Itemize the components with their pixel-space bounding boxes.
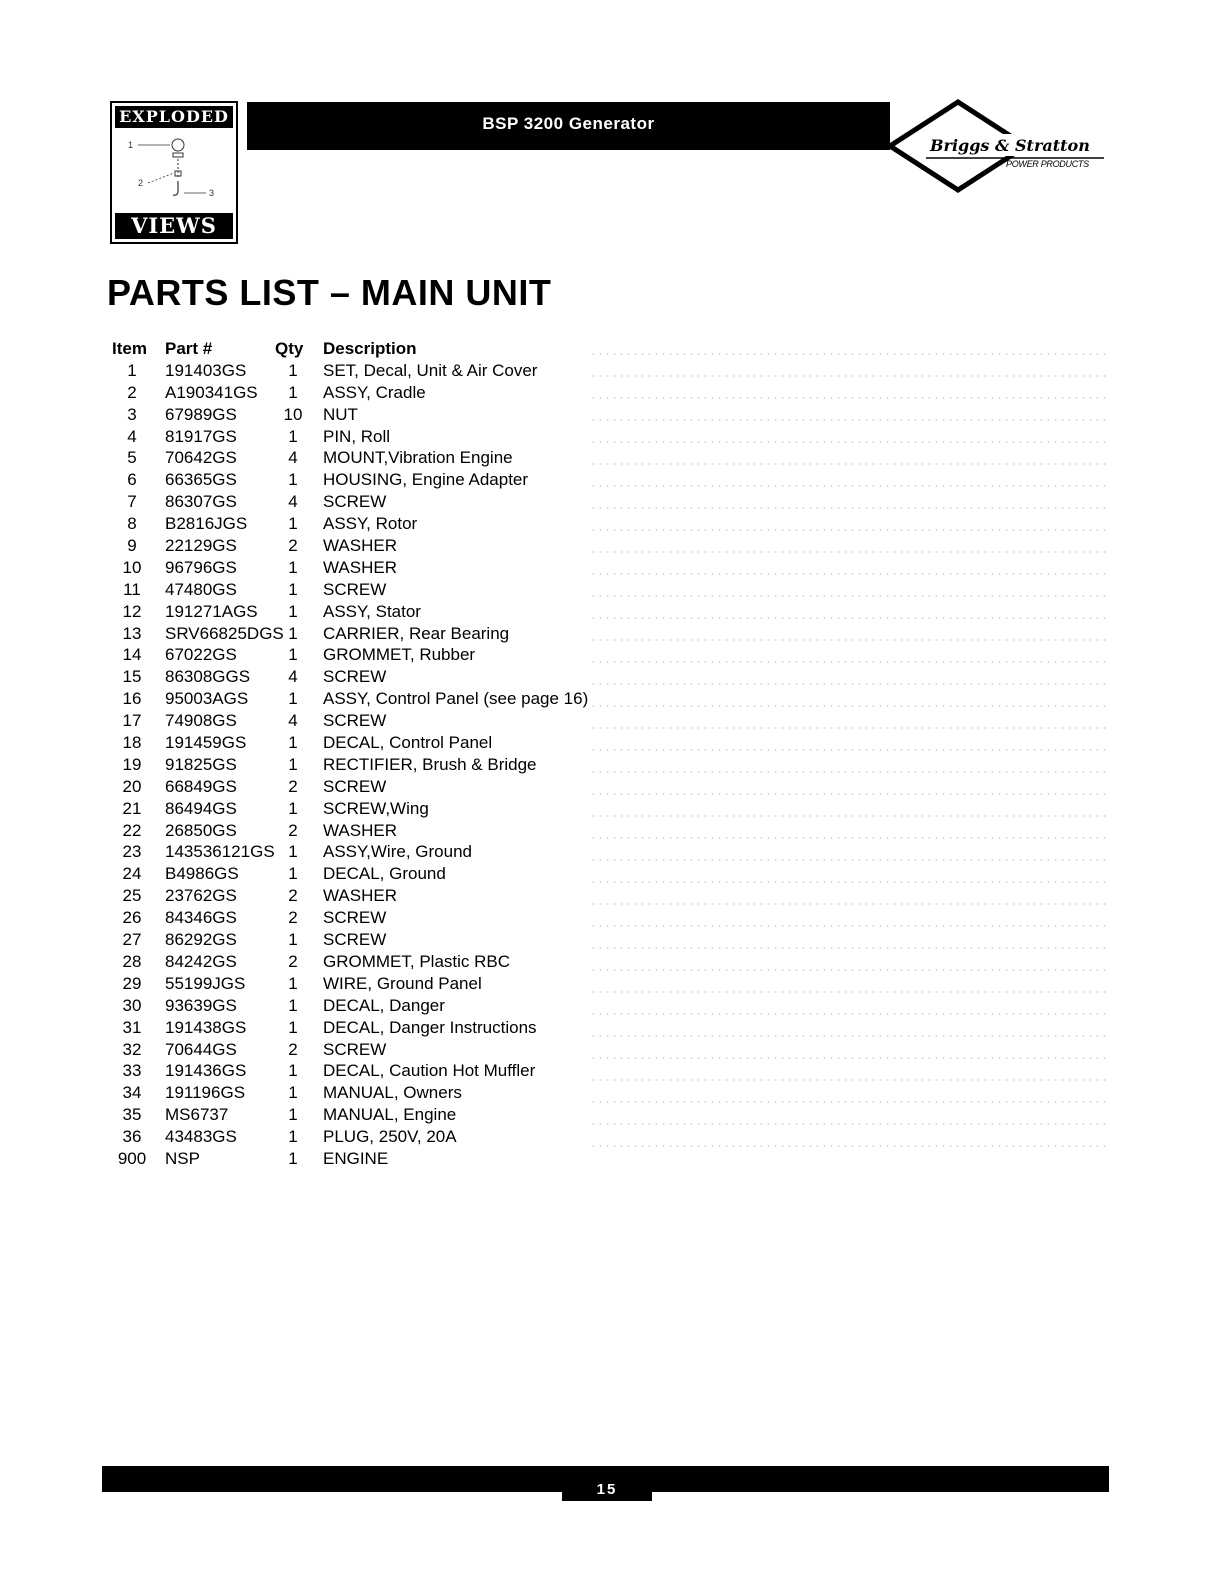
description: WIRE, Ground Panel (323, 973, 482, 993)
part-number: B4986GS (165, 864, 239, 884)
part-number: 86307GS (165, 492, 237, 512)
part-number: 66849GS (165, 776, 237, 796)
table-row (0, 644, 1210, 666)
quantity: 1 (288, 1127, 298, 1147)
table-row (0, 1039, 1210, 1061)
item-number: 27 (122, 930, 142, 950)
description: MANUAL, Engine (323, 1105, 457, 1125)
table-row (0, 1126, 1210, 1148)
table-row (0, 1017, 1210, 1039)
quantity: 2 (288, 536, 298, 556)
callout-1: 1 (128, 140, 134, 150)
description: DECAL, Danger Instructions (323, 1017, 537, 1037)
table-row (0, 710, 1210, 732)
item-number: 4 (127, 426, 137, 446)
item-number: 9 (127, 536, 137, 556)
item-number: 25 (122, 886, 142, 906)
description: WASHER (323, 536, 397, 556)
quantity: 1 (288, 1105, 298, 1125)
part-number: 67989GS (165, 404, 237, 424)
part-number: 191271AGS (165, 601, 258, 621)
part-number: 84346GS (165, 908, 237, 928)
description: ASSY,Wire, Ground (323, 842, 472, 862)
item-number: 13 (122, 623, 142, 643)
callout-3: 3 (209, 188, 215, 198)
quantity: 1 (288, 754, 298, 774)
table-row (0, 426, 1210, 448)
item-number: 10 (122, 557, 142, 577)
header-bar: BSP 3200 Generator (247, 102, 890, 150)
part-number: 47480GS (165, 579, 237, 599)
item-number: 19 (122, 754, 142, 774)
description: ENGINE (323, 1148, 389, 1168)
logo-wordmark: Briggs & Stratton (930, 136, 1090, 155)
table-row (0, 491, 1210, 513)
item-number: 26 (122, 908, 142, 928)
page-number: 15 (562, 1473, 652, 1501)
table-row (0, 513, 1210, 535)
item-number: 24 (122, 864, 142, 884)
item-number: 8 (127, 514, 137, 534)
parts-table (0, 338, 1210, 1170)
table-row (0, 973, 1210, 995)
quantity: 1 (288, 930, 298, 950)
part-number: 43483GS (165, 1127, 237, 1147)
part-number: 23762GS (165, 886, 237, 906)
item-number: 1 (127, 360, 137, 380)
item-number: 17 (122, 711, 142, 731)
description: GROMMET, Rubber (323, 645, 476, 665)
table-row (0, 863, 1210, 885)
part-number: 67022GS (165, 645, 237, 665)
item-number: 15 (122, 667, 142, 687)
description: MANUAL, Owners (323, 1083, 462, 1103)
table-row (0, 951, 1210, 973)
description: SCREW (323, 930, 387, 950)
part-number: 74908GS (165, 711, 237, 731)
quantity: 1 (288, 864, 298, 884)
quantity: 1 (288, 733, 298, 753)
table-row (0, 754, 1210, 776)
part-number: 96796GS (165, 557, 237, 577)
table-row (0, 579, 1210, 601)
part-number: 22129GS (165, 536, 237, 556)
quantity: 2 (288, 820, 298, 840)
table-row (0, 1082, 1210, 1104)
header-qty: Qty (275, 339, 304, 358)
quantity: 2 (288, 951, 298, 971)
table-row (0, 907, 1210, 929)
table-row (0, 447, 1210, 469)
part-number: 26850GS (165, 820, 237, 840)
part-number: 66365GS (165, 470, 237, 490)
table-row (0, 623, 1210, 645)
table-row (0, 557, 1210, 579)
item-number: 23 (122, 842, 142, 862)
quantity: 2 (288, 886, 298, 906)
callout-2: 2 (138, 178, 144, 188)
table-row (0, 535, 1210, 557)
description: SCREW (323, 579, 387, 599)
part-number: 86292GS (165, 930, 237, 950)
quantity: 1 (288, 995, 298, 1015)
quantity: 1 (288, 689, 298, 709)
description: WASHER (323, 557, 397, 577)
description: ASSY, Rotor (323, 514, 418, 534)
quantity: 4 (288, 448, 298, 468)
description: SCREW (323, 711, 387, 731)
table-row (0, 469, 1210, 491)
table-row (0, 601, 1210, 623)
description: GROMMET, Plastic RBC (323, 951, 511, 971)
header-item: Item (112, 339, 147, 358)
description: ASSY, Cradle (323, 382, 426, 402)
quantity: 1 (288, 645, 298, 665)
item-number: 34 (122, 1083, 142, 1103)
description: DECAL, Danger (323, 995, 445, 1015)
table-row (0, 404, 1210, 426)
description: SCREW (323, 492, 387, 512)
part-number: 143536121GS (165, 842, 275, 862)
badge-top-label: EXPLODED (115, 106, 233, 128)
quantity: 2 (288, 1039, 298, 1059)
item-number: 33 (122, 1061, 142, 1081)
part-number: MS6737 (165, 1105, 229, 1125)
badge-bottom-label: VIEWS (115, 213, 233, 239)
description: SCREW (323, 667, 387, 687)
item-number: 14 (122, 645, 142, 665)
quantity: 1 (288, 557, 298, 577)
table-row (0, 820, 1210, 842)
quantity: 1 (288, 1148, 298, 1168)
item-number: 16 (122, 689, 142, 709)
quantity: 1 (288, 1061, 298, 1081)
item-number: 3 (127, 404, 137, 424)
part-number: 191403GS (165, 360, 247, 380)
description: SCREW (323, 908, 387, 928)
quantity: 1 (288, 1083, 298, 1103)
item-number: 900 (117, 1148, 147, 1168)
quantity: 1 (288, 1017, 298, 1037)
description: ASSY, Stator (323, 601, 421, 621)
item-number: 5 (127, 448, 137, 468)
part-number: 191436GS (165, 1061, 247, 1081)
item-number: 21 (122, 798, 142, 818)
part-number: 91825GS (165, 754, 237, 774)
part-number: 191459GS (165, 733, 247, 753)
table-row (0, 929, 1210, 951)
part-number: 70642GS (165, 448, 237, 468)
item-number: 30 (122, 995, 142, 1015)
quantity: 2 (288, 776, 298, 796)
item-number: 35 (122, 1105, 142, 1125)
item-number: 31 (122, 1017, 142, 1037)
quantity: 1 (288, 470, 298, 490)
item-number: 18 (122, 733, 142, 753)
description: ASSY, Control Panel (see page 16) (323, 689, 589, 709)
description: HOUSING, Engine Adapter (323, 470, 529, 490)
part-number: SRV66825DGS (165, 623, 284, 643)
part-number: 191196GS (165, 1083, 246, 1103)
description: SCREW (323, 776, 387, 796)
page-title: PARTS LIST – MAIN UNIT (107, 272, 552, 313)
table-row (0, 688, 1210, 710)
table-row (0, 360, 1210, 382)
item-number: 29 (122, 973, 142, 993)
quantity: 4 (288, 667, 298, 687)
quantity: 1 (288, 426, 298, 446)
item-number: 12 (122, 601, 142, 621)
table-row (0, 732, 1210, 754)
quantity: 1 (288, 973, 298, 993)
part-number: 70644GS (165, 1039, 237, 1059)
item-number: 7 (127, 492, 137, 512)
part-number: 86494GS (165, 798, 237, 818)
item-number: 32 (122, 1039, 142, 1059)
quantity: 1 (288, 514, 298, 534)
description: WASHER (323, 886, 397, 906)
table-row (0, 1148, 1210, 1170)
quantity: 1 (288, 601, 298, 621)
part-number: B2816JGS (165, 514, 248, 534)
table-header (0, 338, 1210, 360)
quantity: 1 (288, 798, 298, 818)
description: NUT (323, 404, 358, 424)
exploded-diagram-icon (118, 131, 230, 211)
item-number: 2 (127, 382, 137, 402)
logo-subtitle: POWER PRODUCTS (1006, 159, 1089, 169)
quantity: 4 (288, 711, 298, 731)
quantity: 1 (288, 360, 298, 380)
description: DECAL, Ground (323, 864, 446, 884)
quantity: 1 (288, 842, 298, 862)
table-row (0, 382, 1210, 404)
item-number: 11 (123, 579, 141, 599)
table-row (0, 885, 1210, 907)
header-part: Part # (165, 339, 213, 358)
part-number: 95003AGS (165, 689, 249, 709)
description: PIN, Roll (323, 426, 391, 446)
table-row (0, 841, 1210, 863)
quantity: 10 (283, 404, 303, 424)
description: RECTIFIER, Brush & Bridge (323, 754, 537, 774)
quantity: 1 (288, 382, 298, 402)
description: SCREW,Wing (323, 798, 429, 818)
header-description: Description (323, 339, 417, 358)
quantity: 4 (288, 492, 298, 512)
exploded-views-badge (110, 101, 238, 244)
part-number: 93639GS (165, 995, 237, 1015)
table-row (0, 1104, 1210, 1126)
item-number: 28 (122, 951, 142, 971)
part-number: 191438GS (165, 1017, 247, 1037)
item-number: 6 (127, 470, 137, 490)
part-number: 55199JGS (165, 973, 246, 993)
description: DECAL, Caution Hot Muffler (323, 1061, 536, 1081)
description: SET, Decal, Unit & Air Cover (323, 360, 538, 380)
briggs-stratton-logo (886, 98, 1108, 194)
table-row (0, 776, 1210, 798)
part-number: 84242GS (165, 951, 237, 971)
item-number: 36 (122, 1127, 142, 1147)
part-number: 86308GGS (165, 667, 251, 687)
quantity: 2 (288, 908, 298, 928)
item-number: 22 (122, 820, 142, 840)
description: CARRIER, Rear Bearing (323, 623, 510, 643)
part-number: 81917GS (165, 426, 237, 446)
description: PLUG, 250V, 20A (323, 1127, 457, 1147)
table-row (0, 995, 1210, 1017)
part-number: A190341GS (165, 382, 258, 402)
description: WASHER (323, 820, 397, 840)
quantity: 1 (288, 623, 298, 643)
table-row (0, 798, 1210, 820)
part-number: NSP (165, 1148, 200, 1168)
description: DECAL, Control Panel (323, 733, 493, 753)
item-number: 20 (122, 776, 142, 796)
table-row (0, 1060, 1210, 1082)
table-row (0, 666, 1210, 688)
description: SCREW (323, 1039, 387, 1059)
quantity: 1 (288, 579, 298, 599)
description: MOUNT,Vibration Engine (323, 448, 513, 468)
